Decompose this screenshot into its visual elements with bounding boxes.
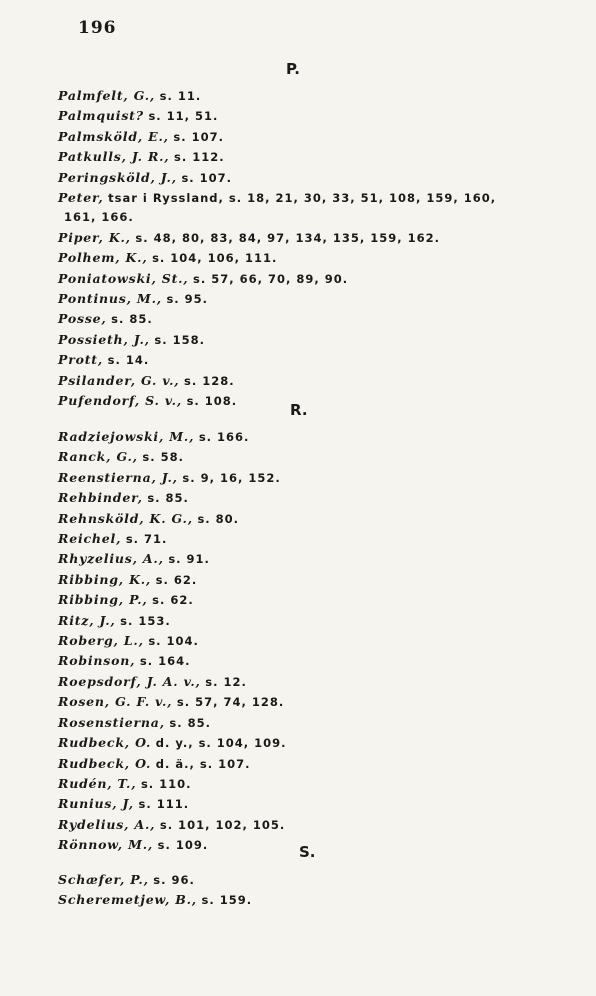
index-entry: Rudbeck, O. d. y., s. 104, 109. [58, 735, 287, 751]
index-entry: Roberg, L., s. 104. [58, 633, 199, 649]
section-heading-s: S. [299, 843, 316, 861]
index-entry: Runius, J, s. 111. [58, 796, 190, 812]
entry-list-p [58, 86, 566, 412]
index-entry: Palmfelt, G., s. 11. [58, 88, 202, 103]
index-entry: Scheremetjew, B., s. 159. [58, 892, 253, 908]
index-entry: Palmsköld, E., s. 107. [58, 128, 224, 144]
section-heading-r: R. [290, 401, 308, 419]
index-entry: Rehbinder, s. 85. [58, 490, 189, 506]
index-entry: Rosenstierna, s. 85. [58, 714, 212, 730]
index-entry: Rosen, G. F. v., s. 57, 74, 128. [58, 694, 285, 710]
index-entry: Rudén, T., s. 110. [58, 775, 192, 791]
index-entry: Pontinus, M., s. 95. [58, 291, 209, 307]
index-entry: Reichel, s. 71. [58, 531, 168, 547]
index-entry: Patkulls, J. R., s. 112. [58, 149, 225, 165]
index-entry: Roepsdorf, J. A. v., s. 12. [58, 673, 247, 689]
index-entry: Robinson, s. 164. [58, 653, 191, 669]
entry-list-r [58, 427, 566, 856]
index-entry: Palmquist? s. 11, 51. [58, 108, 219, 124]
index-entry: Schæfer, P., s. 96. [58, 872, 195, 887]
index-entry: Prott, s. 14. [58, 352, 150, 368]
index-entry: Ribbing, K., s. 62. [58, 571, 198, 587]
entry-list-s [58, 870, 566, 911]
index-entry: Psilander, G. v., s. 128. [58, 372, 235, 388]
section-heading-p: P. [286, 60, 300, 78]
index-entry: Ribbing, P., s. 62. [58, 592, 194, 608]
index-entry: Peter, tsar i Ryssland, s. 18, 21, 30, 33, 51, 108, 159, 160, 161, 166. [58, 190, 497, 225]
index-entry: Ranck, G., s. 58. [58, 449, 184, 465]
index-entry: Radziejowski, M., s. 166. [58, 429, 250, 444]
index-entry: Poniatowski, St., s. 57, 66, 70, 89, 90. [58, 270, 349, 286]
index-entry: Posse, s. 85. [58, 311, 153, 327]
index-entry: Ritz, J., s. 153. [58, 612, 171, 628]
index-entry: Rydelius, A., s. 101, 102, 105. [58, 816, 286, 832]
index-entry: Possieth, J., s. 158. [58, 331, 205, 347]
index-entry: Peringsköld, J., s. 107. [58, 169, 233, 185]
index-entry: Polhem, K., s. 104, 106, 111. [58, 250, 278, 266]
index-entry: Reenstierna, J., s. 9, 16, 152. [58, 469, 281, 485]
index-entry: Rudbeck, O. d. ä., s. 107. [58, 755, 251, 771]
index-entry: Rhyzelius, A., s. 91. [58, 551, 210, 567]
index-entry: Pufendorf, S. v., s. 108. [58, 393, 238, 409]
index-entry: Rehnsköld, K. G., s. 80. [58, 510, 240, 526]
index-entry: Rönnow, M., s. 109. [58, 837, 209, 853]
index-entry: Piper, K., s. 48, 80, 83, 84, 97, 134, 135, 159, 162. [58, 229, 440, 245]
page-number: 196 [78, 18, 117, 38]
